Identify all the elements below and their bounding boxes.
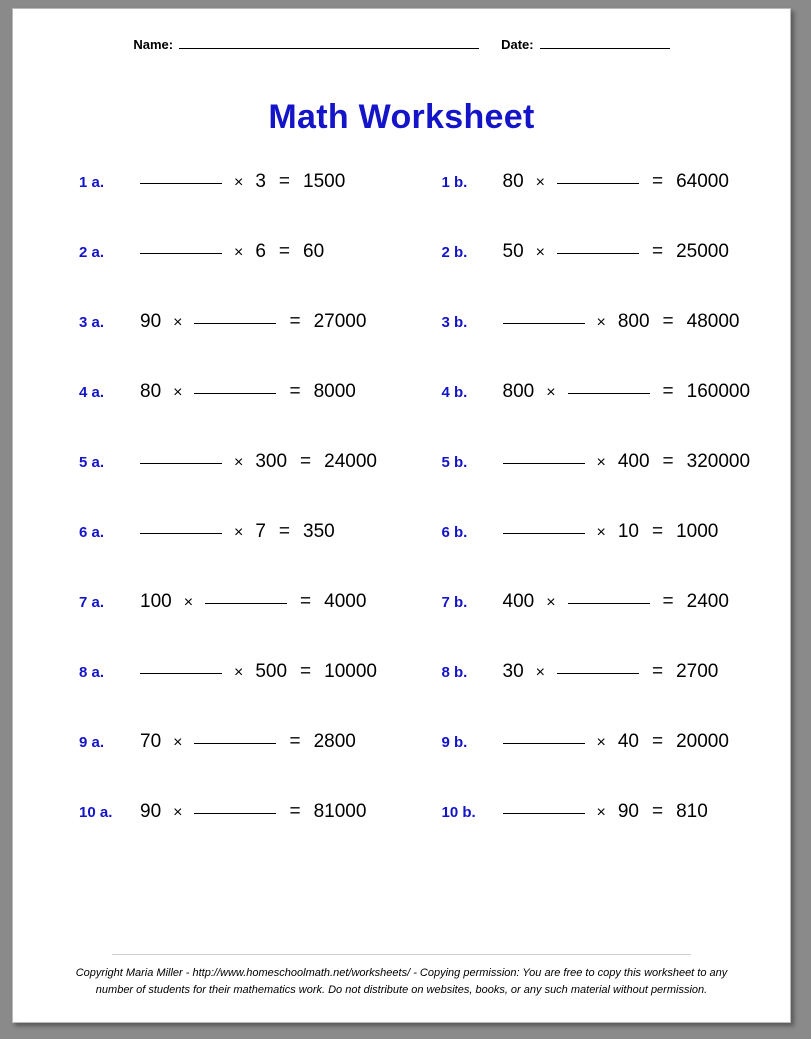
problem-expression [135,171,350,193]
operand: 4000 [324,591,367,612]
equals-sign: = [651,731,664,752]
operand: 60 [303,241,325,262]
multiplication-sign: × [535,664,545,681]
problem-number: 7 b. [441,594,468,611]
name-label: Name: [133,37,174,52]
operand: 2700 [676,661,719,682]
operand: 350 [303,521,335,542]
problem-expression [135,451,382,473]
problem-7a [13,591,402,661]
problem-8a [13,661,402,731]
operand: 90 [617,801,639,822]
problem-6a [13,521,402,591]
answer-blank[interactable] [503,463,585,464]
multiplication-sign: × [173,734,183,751]
problem-expression [498,801,713,823]
problem-2a [13,241,402,311]
operand: 10000 [324,661,377,682]
problem-number: 7 a. [79,594,105,611]
footer-divider [112,954,690,955]
operand: 30 [502,661,524,682]
problem-number: 9 a. [79,734,105,751]
answer-blank[interactable] [557,253,639,254]
problem-10b [402,801,791,871]
problem-expression [498,381,756,403]
operand: 8000 [313,381,356,402]
operand: 300 [255,451,288,472]
answer-blank[interactable] [194,323,276,324]
problem-number: 10 b. [441,804,476,821]
operand: 40 [617,731,639,752]
problem-expression [135,241,329,263]
problem-expression [135,381,361,403]
multiplication-sign: × [546,384,556,401]
problem-5a [13,451,402,521]
answer-blank[interactable] [503,743,585,744]
answer-blank[interactable] [140,183,222,184]
problem-1b [402,171,791,241]
problem-number: 3 b. [441,314,468,331]
problem-9b [402,731,791,801]
operand: 64000 [676,171,729,192]
problem-number: 6 a. [79,524,105,541]
multiplication-sign: × [234,664,244,681]
name-input-line[interactable] [179,48,479,49]
operand: 500 [255,661,288,682]
operand: 810 [676,801,708,822]
operand: 70 [140,731,162,752]
operand: 7 [255,521,266,542]
equals-sign: = [278,521,291,542]
operand: 20000 [676,731,729,752]
answer-blank[interactable] [568,603,650,604]
answer-blank[interactable] [557,183,639,184]
equals-sign: = [289,381,301,402]
operand: 10 [617,521,639,542]
operand: 100 [140,591,172,612]
multiplication-sign: × [234,454,244,471]
problem-number: 6 b. [441,524,468,541]
multiplication-sign: × [596,734,606,751]
worksheet-page [12,8,791,1023]
problem-expression [135,801,371,823]
answer-blank[interactable] [194,393,276,394]
copyright-line-2: number of students for their mathematics work. Do not distribute on websites, books, or any such material without permission. [95,984,708,997]
operand: 80 [140,381,162,402]
operand: 24000 [324,451,377,472]
problem-expression [135,591,371,613]
answer-blank[interactable] [140,253,222,254]
answer-blank[interactable] [140,673,222,674]
problem-expression [498,241,734,263]
problem-3a [13,311,402,381]
operand: 2400 [686,591,729,612]
copyright-line-1: Copyright Maria Miller - http://www.homeschoolmath.net/worksheets/ - Copying permission: You are free to copy this worksheet to any [75,966,728,979]
problem-number: 1 a. [79,174,105,191]
date-input-line[interactable] [540,48,670,49]
operand: 80 [502,171,524,192]
problems-grid [13,171,790,871]
problem-5b [402,451,791,521]
operand: 400 [617,451,650,472]
problem-number: 8 b. [441,664,468,681]
equals-sign: = [651,801,664,822]
problem-4b [402,381,791,451]
multiplication-sign: × [535,174,545,191]
answer-blank[interactable] [205,603,287,604]
operand: 27000 [313,311,367,332]
operand: 160000 [686,381,751,402]
name-date-row [13,37,790,52]
multiplication-sign: × [234,524,244,541]
problem-expression [135,661,382,683]
operand: 400 [502,591,535,612]
answer-blank[interactable] [194,743,276,744]
operand: 81000 [313,801,367,822]
problem-1a [13,171,402,241]
problem-number: 3 a. [79,314,105,331]
multiplication-sign: × [173,314,183,331]
problem-expression [135,311,371,333]
problem-expression [498,311,745,333]
answer-blank[interactable] [568,393,650,394]
operand: 320000 [686,451,751,472]
answer-blank[interactable] [140,463,222,464]
problem-2b [402,241,791,311]
operand: 6 [255,241,266,262]
problem-expression [498,661,724,683]
problem-expression [498,451,756,473]
problem-6b [402,521,791,591]
equals-sign: = [651,661,664,682]
operand: 1500 [303,171,346,192]
problem-number: 2 b. [441,244,468,261]
problem-expression [135,731,361,753]
operand: 2800 [313,731,356,752]
equals-sign: = [289,801,301,822]
multiplication-sign: × [546,594,556,611]
answer-blank[interactable] [557,673,639,674]
problem-expression [135,521,340,543]
page-title: Math Worksheet [268,98,535,136]
answer-blank[interactable] [140,533,222,534]
operand: 90 [140,801,162,822]
operand: 25000 [676,241,729,262]
multiplication-sign: × [234,244,244,261]
operand: 48000 [686,311,740,332]
problem-3b [402,311,791,381]
date-label: Date: [501,37,534,52]
equals-sign: = [662,311,674,332]
problem-8b [402,661,791,731]
problem-number: 5 b. [441,454,468,471]
equals-sign: = [662,591,674,612]
problem-expression [498,591,734,613]
equals-sign: = [278,171,291,192]
multiplication-sign: × [596,314,606,331]
problem-expression [498,171,734,193]
equals-sign: = [662,451,674,472]
problem-number: 9 b. [441,734,468,751]
equals-sign: = [651,241,664,262]
problem-9a [13,731,402,801]
operand: 3 [255,171,266,192]
problem-number: 10 a. [79,804,113,821]
equals-sign: = [662,381,674,402]
operand: 800 [502,381,535,402]
equals-sign: = [289,311,301,332]
multiplication-sign: × [596,454,606,471]
multiplication-sign: × [234,174,244,191]
multiplication-sign: × [535,244,545,261]
problem-number: 5 a. [79,454,105,471]
operand: 50 [502,241,524,262]
operand: 800 [617,311,650,332]
problem-7b [402,591,791,661]
problem-number: 4 b. [441,384,468,401]
equals-sign: = [278,241,291,262]
equals-sign: = [300,591,312,612]
equals-sign: = [651,171,664,192]
multiplication-sign: × [173,384,183,401]
equals-sign: = [289,731,301,752]
footer [13,954,790,1000]
operand: 90 [140,311,162,332]
problem-4a [13,381,402,451]
operand: 1000 [676,521,719,542]
multiplication-sign: × [596,804,606,821]
equals-sign: = [300,661,312,682]
multiplication-sign: × [596,524,606,541]
answer-blank[interactable] [503,813,585,814]
answer-blank[interactable] [503,323,585,324]
equals-sign: = [651,521,664,542]
problem-number: 4 a. [79,384,105,401]
problem-expression [498,731,734,753]
equals-sign: = [300,451,312,472]
problem-number: 8 a. [79,664,105,681]
answer-blank[interactable] [194,813,276,814]
multiplication-sign: × [183,594,194,611]
answer-blank[interactable] [503,533,585,534]
problem-10a [13,801,402,871]
multiplication-sign: × [173,804,183,821]
problem-number: 2 a. [79,244,105,261]
problem-expression [498,521,724,543]
problem-number: 1 b. [441,174,468,191]
